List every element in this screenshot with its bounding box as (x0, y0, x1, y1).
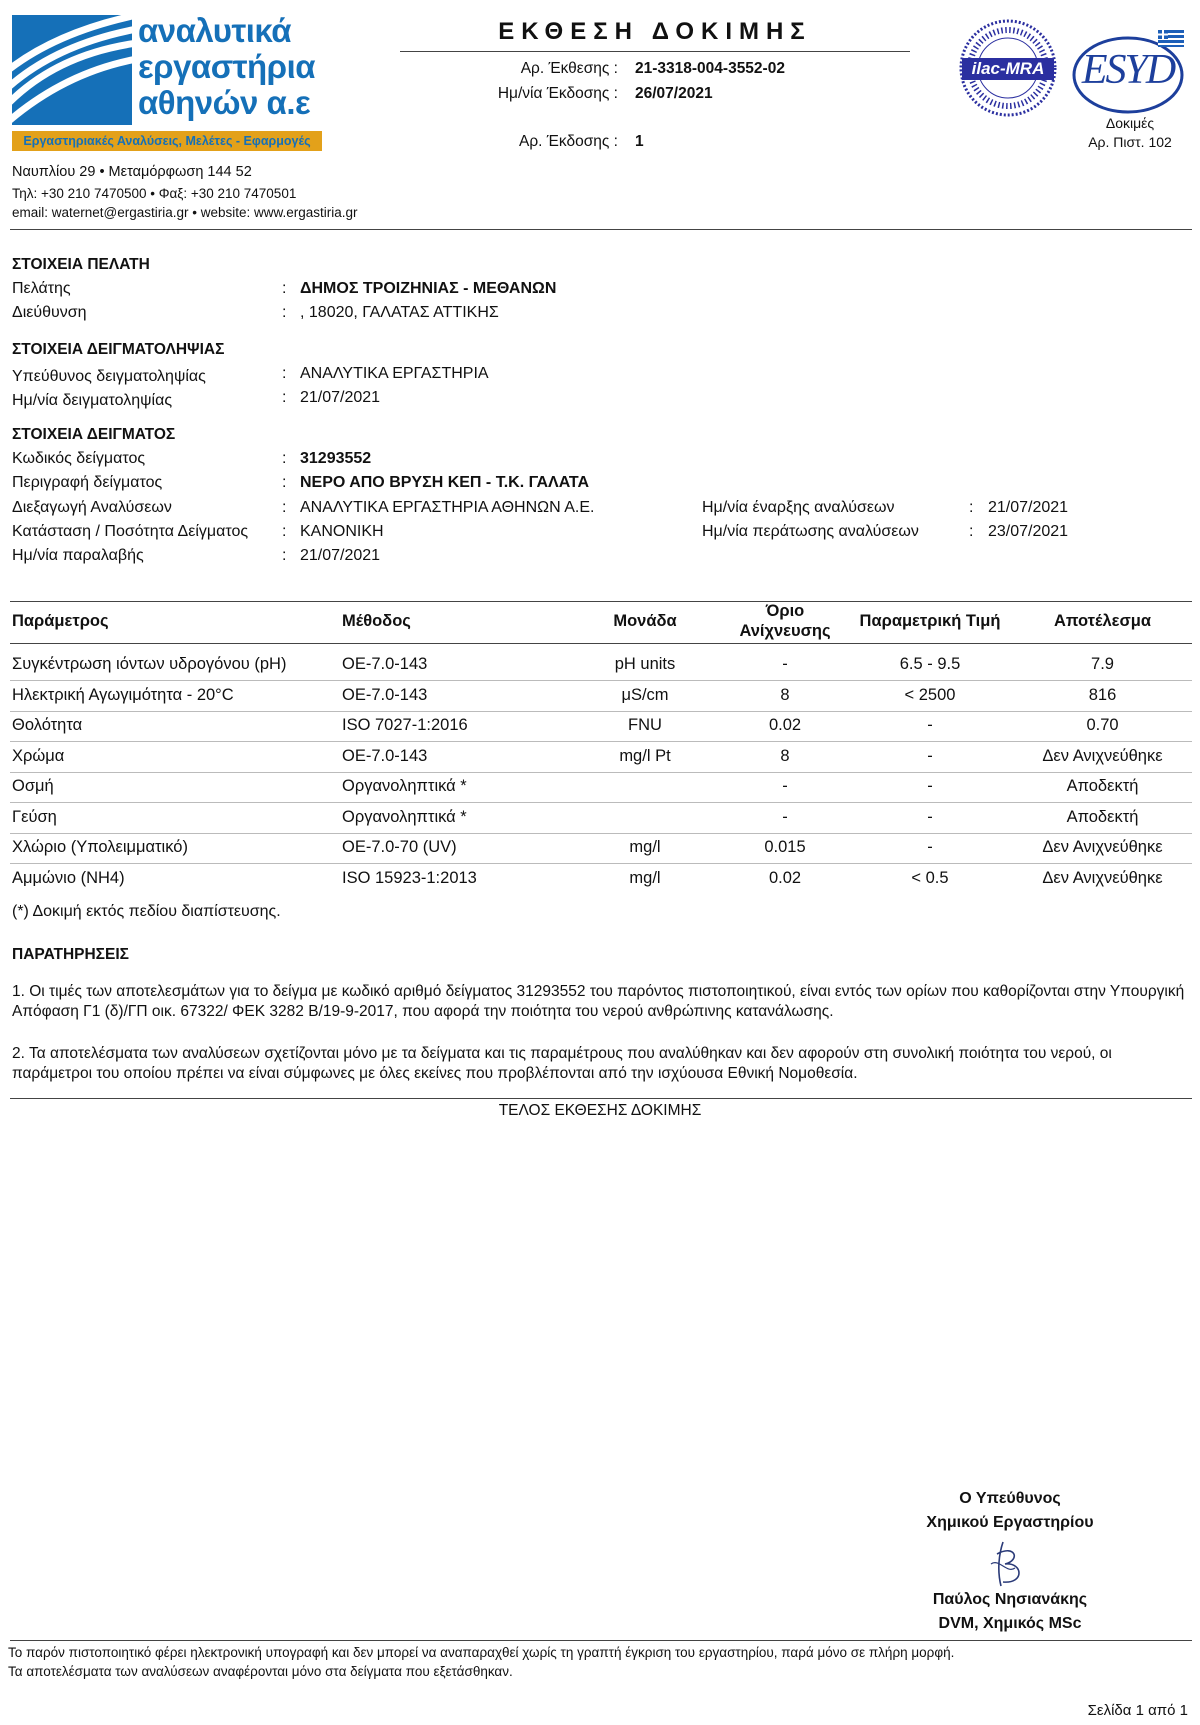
colon: : (969, 499, 974, 516)
client-address-label: Διεύθυνση (12, 304, 87, 321)
signatory-role-2: Χημικού Εργαστηρίου (926, 1514, 1094, 1531)
row-divider (10, 680, 1192, 681)
sampling-date-label: Ημ/νία δειγματοληψίας (12, 392, 173, 409)
sample-received-label: Ημ/νία παραλαβής (12, 547, 144, 564)
colon: : (282, 389, 287, 406)
client-name: ΔΗΜΟΣ ΤΡΟΙΖΗΝΙΑΣ - ΜΕΘΑΝΩΝ (300, 280, 557, 297)
cell-result: 816 (1088, 686, 1117, 704)
colon: : (282, 450, 287, 467)
col-result: Αποτέλεσμα (1053, 612, 1152, 630)
table-header-border (10, 643, 1192, 644)
colon: : (282, 523, 287, 540)
table-footnote: (*) Δοκιμή εκτός πεδίου διαπίστευσης. (12, 903, 281, 920)
row-divider (10, 711, 1192, 712)
logo-line-3: αθηνών α.ε (138, 84, 311, 121)
cell-parameter: Οσμή (12, 777, 54, 795)
sampling-responsible: ΑΝΑΛΥΤΙΚΑ ΕΡΓΑΣΤΗΡΙΑ (300, 365, 489, 382)
sample-condition: ΚΑΝΟΝΙΚΗ (300, 523, 384, 540)
cell-parametric-value: < 2500 (904, 686, 956, 704)
col-parameter: Παράμετρος (12, 612, 109, 630)
cell-detection-limit: 0.02 (768, 869, 802, 887)
sample-performer: ΑΝΑΛΥΤΙΚΑ ΕΡΓΑΣΤΗΡΙΑ ΑΘΗΝΩΝ Α.Ε. (300, 499, 595, 516)
client-heading: ΣΤΟΙΧΕΙΑ ΠΕΛΑΤΗ (12, 256, 150, 273)
cell-result: 0.70 (1086, 716, 1119, 734)
sample-code-label: Κωδικός δείγματος (12, 450, 146, 467)
cell-detection-limit: 8 (780, 747, 790, 765)
remarks-heading: ΠΑΡΑΤΗΡΗΣΕΙΣ (12, 946, 129, 963)
cell-method: ISO 7027-1:2016 (342, 716, 468, 734)
col-parametric-value: Παραμετρική Τιμή (859, 612, 1001, 630)
col-method: Μέθοδος (342, 612, 411, 630)
issue-date: 26/07/2021 (635, 85, 713, 102)
client-address: , 18020, ΓΑΛΑΤΑΣ ΑΤΤΙΚΗΣ (300, 304, 499, 321)
ilac-mra-seal (958, 18, 1058, 118)
signatory-name: Παύλος Νησιανάκης (932, 1591, 1088, 1608)
logo-line-2: εργαστήρια (138, 48, 316, 85)
sample-heading: ΣΤΟΙΧΕΙΑ ΔΕΙΓΜΑΤΟΣ (12, 426, 176, 443)
cell-method: ΟΕ-7.0-143 (342, 686, 428, 704)
sample-condition-label: Κατάσταση / Ποσότητα Δείγματος (12, 523, 249, 540)
cell-result: Αποδεκτή (1066, 808, 1139, 826)
sample-received: 21/07/2021 (300, 547, 381, 564)
issue-no: 1 (635, 133, 644, 150)
cell-detection-limit: 8 (780, 686, 790, 704)
cell-parametric-value: - (927, 747, 933, 765)
colon: : (282, 304, 287, 321)
cell-method: ΟΕ-7.0-143 (342, 655, 428, 673)
sample-code: 31293552 (300, 450, 372, 467)
report-no-label: Αρ. Έκθεσης : (520, 60, 618, 77)
cell-method: Οργανοληπτικά * (342, 808, 467, 826)
cell-parametric-value: - (927, 716, 933, 734)
issue-no-label: Αρ. Έκδοσης : (518, 133, 618, 150)
cell-parametric-value: < 0.5 (911, 869, 949, 887)
row-divider (10, 863, 1192, 864)
row-divider (10, 741, 1192, 742)
analysis-start-label: Ημ/νία έναρξης αναλύσεων (702, 499, 895, 516)
table-top-border (10, 601, 1192, 602)
sampling-heading: ΣΤΟΙΧΕΙΑ ΔΕΙΓΜΑΤΟΛΗΨΙΑΣ (12, 341, 225, 358)
title-underline (400, 51, 910, 52)
report-no: 21-3318-004-3552-02 (635, 60, 785, 77)
signatory-title: DVM, Χημικός MSc (938, 1615, 1082, 1632)
cell-parametric-value: - (927, 777, 933, 795)
row-divider (10, 802, 1192, 803)
colon: : (282, 280, 287, 297)
colon: : (282, 365, 287, 382)
cell-parameter: Θολότητα (12, 716, 83, 734)
esyd-text: ESYD (1081, 47, 1175, 93)
cell-result: Δεν Ανιχνεύθηκε (1042, 838, 1163, 856)
analysis-start: 21/07/2021 (988, 499, 1069, 516)
col-unit: Μονάδα (613, 612, 677, 630)
cell-parametric-value: 6.5 - 9.5 (899, 655, 961, 673)
remarks-divider (10, 1098, 1192, 1099)
page-number: Σελίδα 1 από 1 (1087, 1702, 1188, 1719)
handwritten-signature (985, 1534, 1035, 1590)
remark-2: 2. Τα αποτελέσματα των αναλύσεων σχετίζονται μόνο με τα δείγματα και τις παραμέτρους που αναλύθηκαν και δεν αφορούν στη συνολική ποιότητα του νερού, οι παράμετροι του οποίου πρέπει να είναι σύμφωνες με όλες εκείνες που προβλέπονται από την ισχύουσα Εθνική Νομοθεσία. (12, 1045, 1112, 1082)
row-divider (10, 833, 1192, 834)
logo-line-1: αναλυτικά (138, 12, 291, 49)
cell-method: ISO 15923-1:2013 (342, 869, 477, 887)
cell-parameter: Γεύση (12, 808, 57, 826)
colon: : (969, 523, 974, 540)
header-divider (10, 229, 1192, 230)
cell-unit: mg/l (629, 838, 661, 856)
signatory-role-1: Ο Υπεύθυνος (959, 1490, 1061, 1507)
footer-divider (10, 1640, 1192, 1641)
cell-parameter: Χρώμα (12, 747, 65, 765)
cell-result: Δεν Ανιχνεύθηκε (1042, 869, 1163, 887)
cell-parametric-value: - (927, 808, 933, 826)
cell-result: Αποδεκτή (1066, 777, 1139, 795)
company-phone: Τηλ: +30 210 7470500 • Φαξ: +30 210 7470501 (12, 186, 297, 201)
cell-detection-limit: - (782, 808, 788, 826)
col-detection-limit: Όριο Ανίχνευσης (739, 602, 831, 640)
cell-parametric-value: - (927, 838, 933, 856)
logo-wave-mark (12, 15, 132, 125)
cell-method: Οργανοληπτικά * (342, 777, 467, 795)
cell-unit: mg/l (629, 869, 661, 887)
ilac-mra-text: ilac-MRA (971, 59, 1045, 78)
footer-line-2: Τα αποτελέσματα των αναλύσεων αναφέρονται μόνο στα δείγματα που εξετάσθηκαν. (8, 1664, 513, 1679)
cell-result: 7.9 (1091, 655, 1114, 673)
cell-detection-limit: 0.02 (768, 716, 802, 734)
colon: : (282, 499, 287, 516)
issue-date-label: Ημ/νία Έκδοσης : (497, 85, 618, 102)
sampling-responsible-label: Υπεύθυνος δειγματοληψίας (12, 368, 206, 385)
sample-description: ΝΕΡΟ ΑΠΟ ΒΡΥΣΗ ΚΕΠ - Τ.Κ. ΓΑΛΑΤΑ (300, 474, 590, 491)
colon: : (282, 474, 287, 491)
company-email: email: waternet@ergastiria.gr • website: www.ergastiria.gr (12, 205, 358, 220)
cell-result: Δεν Ανιχνεύθηκε (1042, 747, 1163, 765)
cell-detection-limit: - (782, 777, 788, 795)
cell-detection-limit: - (782, 655, 788, 673)
esyd-logo (1072, 30, 1187, 114)
logo-tagline: Εργαστηριακές Αναλύσεις, Μελέτες - Εφαρμογές (12, 131, 322, 151)
sample-performer-label: Διεξαγωγή Αναλύσεων (12, 499, 172, 516)
cell-parameter: Ηλεκτρική Αγωγιμότητα - 20°C (12, 686, 234, 704)
accreditation-tests: Δοκιμές (1105, 115, 1155, 131)
cell-unit: mg/l Pt (619, 747, 671, 765)
accreditation-number: Αρ. Πιστ. 102 (1088, 134, 1172, 150)
remark-1: 1. Οι τιμές των αποτελεσμάτων για το δείγμα με κωδικό αριθμό δείγματος 31293552 του παρόντος πιστοποιητικού, είναι εντός των ορίων που καθορίζονται στην Υπουργική Απόφαση Γ1 (δ)/ΓΠ οικ. 67322/ ΦΕΚ 3282 Β/19-9-2017, που αφορά την ποιότητα του νερού ανθρώπινης κατανάλωσης. (12, 983, 1185, 1020)
cell-unit: μS/cm (621, 686, 669, 704)
row-divider (10, 772, 1192, 773)
cell-parameter: Συγκέντρωση ιόντων υδρογόνου (pH) (12, 655, 287, 673)
report-end: ΤΕΛΟΣ ΕΚΘΕΣΗΣ ΔΟΚΙΜΗΣ (498, 1102, 702, 1119)
company-logo (12, 12, 322, 153)
cell-unit: FNU (628, 716, 662, 734)
colon: : (282, 547, 287, 564)
cell-detection-limit: 0.015 (764, 838, 806, 856)
company-address: Ναυπλίου 29 • Μεταμόρφωση 144 52 (12, 164, 252, 180)
analysis-end-label: Ημ/νία περάτωσης αναλύσεων (702, 523, 919, 540)
analysis-end: 23/07/2021 (988, 523, 1069, 540)
sampling-date: 21/07/2021 (300, 389, 381, 406)
cell-method: ΟΕ-7.0-143 (342, 747, 428, 765)
cell-parameter: Χλώριο (Υπολειμματικό) (12, 838, 188, 856)
client-name-label: Πελάτης (12, 280, 71, 297)
cell-method: ΟΕ-7.0-70 (UV) (342, 838, 457, 856)
report-title: ΕΚΘΕΣΗ ΔΟΚΙΜΗΣ (498, 18, 812, 45)
sample-description-label: Περιγραφή δείγματος (12, 474, 163, 491)
cell-unit: pH units (614, 655, 676, 673)
footer-line-1: Το παρόν πιστοποιητικό φέρει ηλεκτρονική υπογραφή και δεν μπορεί να αναπαραχθεί χωρίς τη γραπτή έγκριση του εργαστηρίου, παρά μόνο σε πλήρη μορφή. (8, 1645, 955, 1660)
cell-parameter: Αμμώνιο (NH4) (12, 869, 125, 887)
